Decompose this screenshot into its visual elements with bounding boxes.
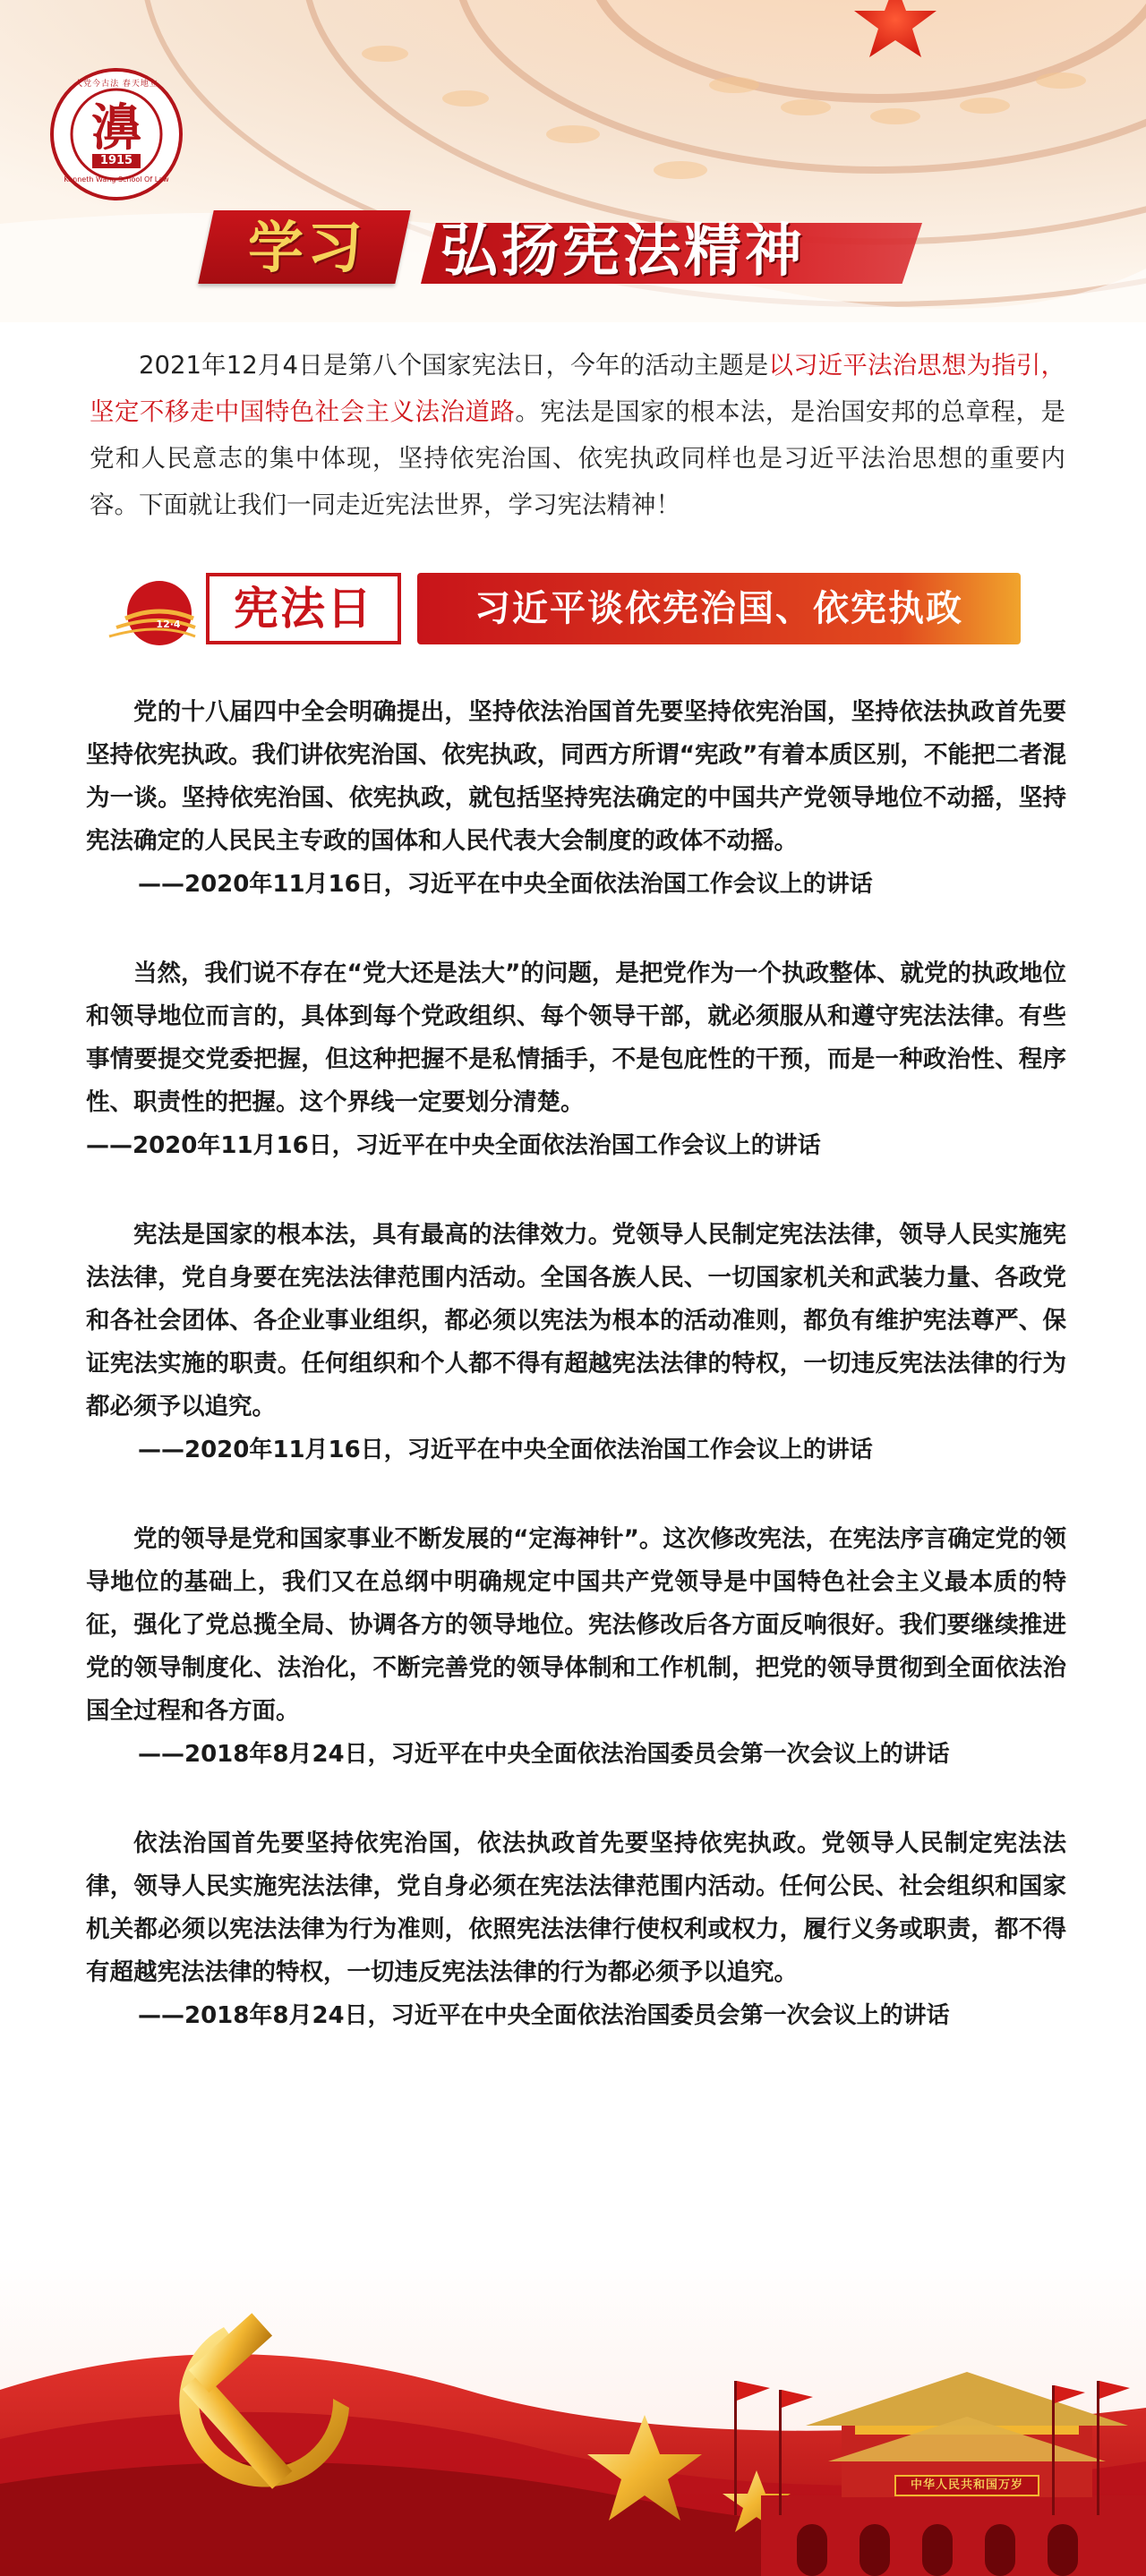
header-banner	[0, 0, 1146, 322]
quote-source: ——2020年11月16日，习近平在中央全面依法治国工作会议上的讲话	[138, 1437, 873, 1463]
constitution-day-icon-label: 12·4	[156, 618, 181, 630]
quote-source: ——2020年11月16日，习近平在中央全面依法治国工作会议上的讲话	[86, 1132, 821, 1159]
quote-source: ——2018年8月24日，习近平在中央全面依法治国委员会第一次会议上的讲话	[138, 1741, 950, 1768]
section-banner	[107, 568, 1021, 653]
intro-text-1: 2021年12月4日是第八个国家宪法日，今年的活动主题是	[139, 351, 769, 380]
page-title	[206, 201, 949, 300]
quote-item	[86, 1518, 1066, 1776]
logo-center-char: 濞	[91, 98, 141, 158]
logo-year: 1915	[99, 154, 133, 167]
quote-item	[86, 1822, 1066, 2037]
constitution-day-badge: 宪法日	[206, 573, 401, 644]
intro-highlight: 以习近平法治思想为指引，坚定不移走中国特色社会主义法治道路	[90, 351, 1065, 426]
title-main: 弘扬宪法精神	[440, 218, 806, 285]
logo-ring-text-top: 人党今古法 春天地立	[74, 80, 158, 89]
quote-text: 党的领导是党和国家事业不断发展的“定海神针”。这次修改宪法，在宪法序言确定党的领导地位的基础上，我们又在总纲中明确规定中国共产党领导是中国特色社会主义最本质的特征，强化了党总揽全局、协调各方的领导地位。宪法修改后各方面反响很好。我们要继续推进党的领导制度化、法治化，不断完善党的领导体制和工作机制，把党的领导贯彻到全面依法治国全过程和各方面。	[86, 1525, 1066, 1725]
constitution-day-icon	[107, 577, 197, 649]
logo-ring-text-bottom: Kenneth Wang School Of Law	[64, 175, 169, 183]
gate-banner-text: 中华人民共和国万岁	[910, 2478, 1023, 2492]
quote-item	[86, 952, 1066, 1167]
quote-text: 依法治国首先要坚持依宪治国，依法执政首先要坚持依宪执政。党领导人民制定宪法法律，领导人民实施宪法法律，党自身必须在宪法法律范围内活动。任何公民、社会组织和国家机关都必须以宪法法律为行为准则，依照宪法法律行使权利或权力，履行义务或职责，都不得有超越宪法法律的特权，一切违反宪法法律的行为都必须予以追究。	[86, 1830, 1066, 1986]
section-topic: 习近平谈依宪治国、依宪执政	[417, 573, 1021, 644]
quotes-list	[86, 691, 1066, 2084]
quote-item	[86, 691, 1066, 906]
footer-art	[0, 2256, 1146, 2576]
quote-source: ——2020年11月16日，习近平在中央全面依法治国工作会议上的讲话	[138, 871, 873, 898]
title-tag: 学习	[247, 215, 366, 280]
quote-source: ——2018年8月24日，习近平在中央全面依法治国委员会第一次会议上的讲话	[138, 2002, 950, 2029]
quote-text: 当然，我们说不存在“党大还是法大”的问题，是把党作为一个执政整体、就党的执政地位和领导地位而言的，具体到每个党政组织、每个领导干部，就必须服从和遵守宪法法律。有些事情要提交党委把握，但这种把握不是私情插手，不是包庇性的干预，而是一种政治性、程序性、职责性的把握。这个界线一定要划分清楚。	[86, 960, 1066, 1116]
quote-text: 党的十八届四中全会明确提出，坚持依法治国首先要坚持依宪治国，坚持依法执政首先要坚持依宪执政。我们讲依宪治国、依宪执政，同西方所谓“宪政”有着本质区别，不能把二者混为一谈。坚持依宪治国、依宪执政，就包括坚持宪法确定的中国共产党领导地位不动摇，坚持宪法确定的人民民主专政的国体和人民代表大会制度的政体不动摇。	[86, 698, 1066, 855]
footer-decoration	[0, 2256, 1146, 2576]
intro-text-2: 。宪法是国家的根本法，是治国安邦的总章程，是党和人民意志的集中体现，坚持依宪治国、依宪执政同样也是习近平法治思想的重要内容。下面就让我们一同走近宪法世界，学习宪法精神！	[90, 397, 1065, 519]
intro-paragraph	[90, 342, 1065, 528]
quote-item	[86, 1214, 1066, 1471]
quote-text: 宪法是国家的根本法，具有最高的法律效力。党领导人民制定宪法法律，领导人民实施宪法法律，党自身要在宪法法律范围内活动。全国各族人民、一切国家机关和武装力量、各政党和各社会团体、各企业事业组织，都必须以宪法为根本的活动准则，都负有维护宪法尊严、保证宪法实施的职责。任何组织和个人都不得有超越宪法法律的特权，一切违反宪法法律的行为都必须予以追究。	[86, 1221, 1066, 1420]
